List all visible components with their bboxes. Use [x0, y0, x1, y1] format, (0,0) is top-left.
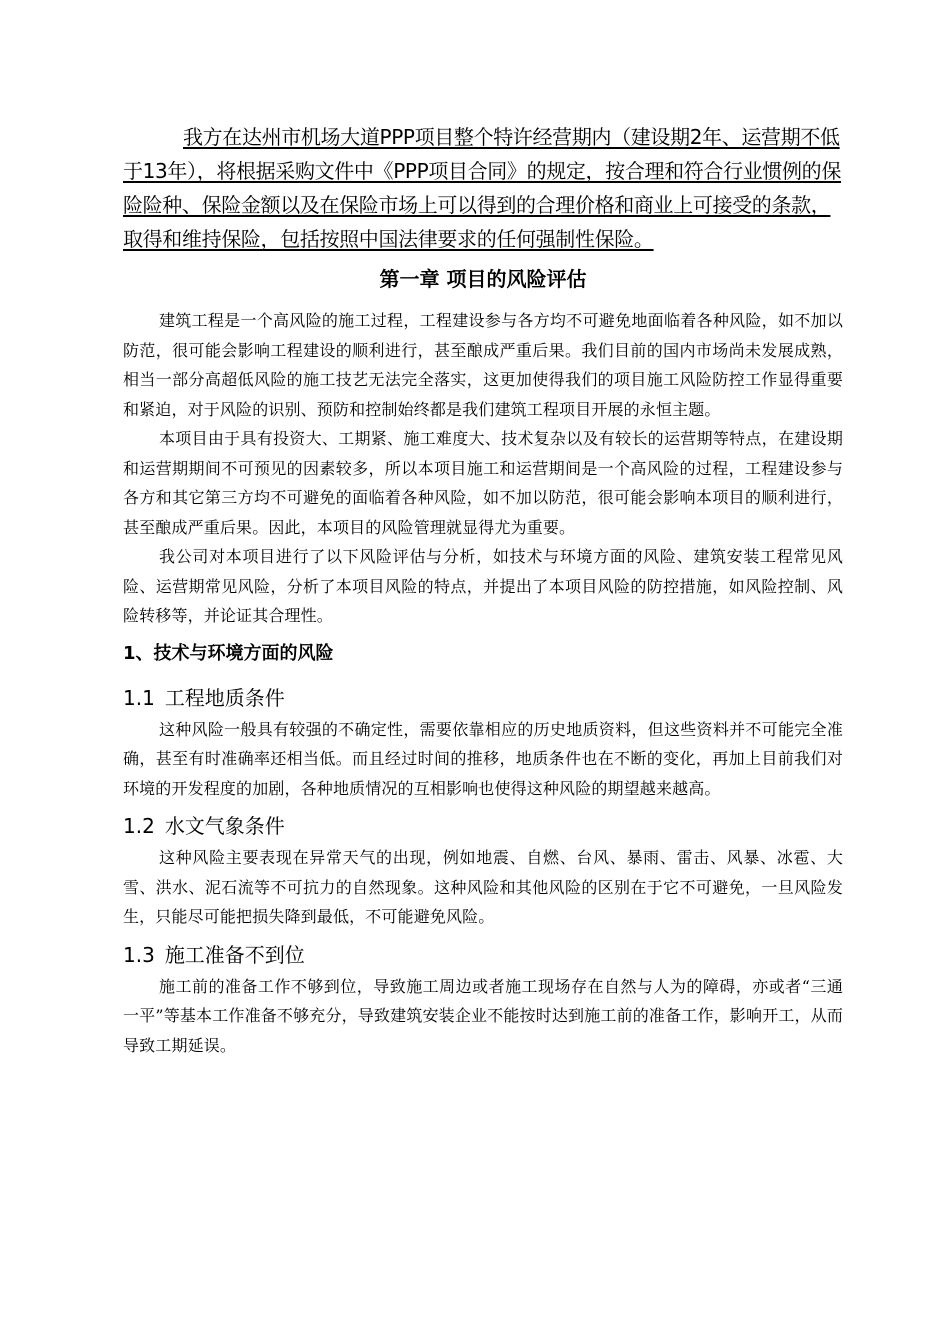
subsection-text-1-3: 施工前的准备工作不够到位，导致施工周边或者施工现场存在自然与人为的障碍，亦或者“三通一平”等基本工作准备不够充分，导致建筑安装企业不能按时达到施工前的准备工作，影响开工，从而导致工期延误。 — [123, 976, 843, 1055]
subsection-title: 工程地质条件 — [164, 685, 285, 710]
subsection-text-1-2: 这种风险主要表现在异常天气的出现，例如地震、自燃、台风、暴雨、雷击、风暴、冰雹、大雪、洪水、泥石流等不可抗力的自然现象。这种风险和其他风险的区别在于它不可避免，一旦风险发生，只能尽可能把损失降到最低，不可能避免风险。 — [123, 848, 843, 926]
subsection-text-1-1: 这种风险一般具有较强的不确定性，需要依靠相应的历史地质资料，但这些资料并不可能完全准确，甚至有时准确率还相当低。而且经过时间的推移，地质条件也在不断的变化，再加上目前我们对环境的开发程度的加剧，各种地质情况的互相影响也使得这种风险的期望越来越高。 — [123, 719, 843, 798]
subsection-heading-1-1 — [123, 683, 843, 713]
intro-paragraph: 我方在达州市机场大道PPP项目整个特许经营期内（建设期2年、运营期不低于13年），将根据采购文件中《PPP项目合同》的规定，按合理和符合行业惯例的保险险种、保险金额以及在保险市场上可以得到的合理价格和商业上可接受的条款，取得和维持保险，包括按照中国法律要求的任何强制性保险。 — [123, 125, 841, 251]
subsection-number: 1.3 — [123, 942, 155, 967]
subsection-number: 1.2 — [123, 814, 155, 838]
body-paragraph-1: 建筑工程是一个高风险的施工过程，工程建设参与各方均不可避免地面临着各种风险，如不加以防范，很可能会影响工程建设的顺利进行，甚至酿成严重后果。我们目前的国内市场尚未发展成熟，相当一部分高超低风险的施工技艺无法完全落实，这更加使得我们的项目施工风险防控工作显得重要和紧迫，对于风险的识别、预防和控制始终都是我们建筑工程项目开展的永恒主题。 — [123, 311, 843, 419]
subsection-title: 水文气象条件 — [164, 814, 285, 838]
body-paragraph-2: 本项目由于具有投资大、工期紧、施工难度大、技术复杂以及有较长的运营期等特点，在建设期和运营期期间不可预见的因素较多，所以本项目施工和运营期间是一个高风险的过程，工程建设参与各方和其它第三方均不可避免的面临着各种风险，如不加以防范，很可能会影响本项目的顺利进行，甚至酿成严重后果。因此，本项目的风险管理就显得尤为重要。 — [123, 429, 843, 537]
subsection-heading-1-2 — [123, 811, 843, 841]
body-paragraph-3: 我公司对本项目进行了以下风险评估与分析，如技术与环境方面的风险、建筑安装工程常见风险、运营期常见风险，分析了本项目风险的特点，并提出了本项目风险的防控措施，如风险控制、风险转移等，并论证其合理性。 — [123, 547, 843, 625]
section-heading-1: 1、技术与环境方面的风险 — [123, 642, 334, 664]
subsection-title: 施工准备不到位 — [164, 942, 305, 967]
subsection-heading-1-3 — [123, 940, 843, 970]
document-page — [123, 120, 843, 1060]
subsection-number: 1.1 — [123, 685, 155, 710]
chapter-title: 第一章 项目的风险评估 — [379, 267, 587, 291]
